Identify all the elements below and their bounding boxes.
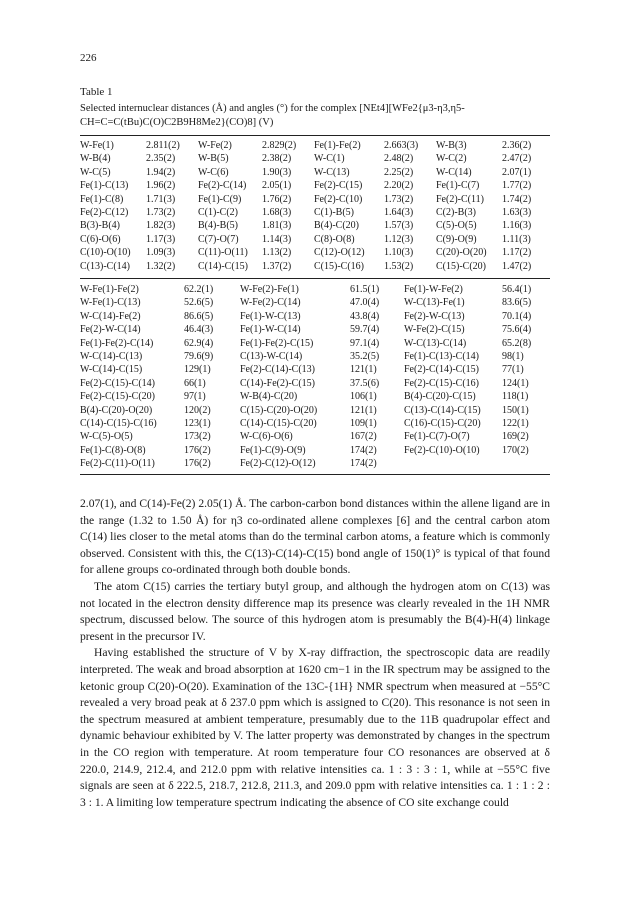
bond-value-cell: 52.6(5) [184, 297, 214, 309]
bond-label-cell: Fe(1)-W-Fe(2) [404, 284, 463, 295]
bond-value-cell: 109(1) [350, 418, 377, 430]
bond-value-cell: 2.20(2) [384, 180, 414, 192]
bond-value-cell: 75.6(4) [502, 324, 532, 336]
bond-label-cell: Fe(1)-Fe(2) [314, 140, 361, 151]
bond-label-cell: Fe(1)-C(9)-O(9) [240, 444, 306, 456]
bond-label-cell: C(6)-O(6) [80, 233, 121, 245]
bond-value-cell: 2.811(2) [146, 140, 180, 151]
bond-value-cell: 1.63(3) [502, 207, 532, 219]
bond-label-cell: Fe(2)-C(12) [80, 207, 129, 219]
distance-row [80, 233, 550, 246]
bond-value-cell: 1.96(2) [146, 180, 176, 192]
bond-label-cell: B(4)-C(20) [314, 220, 359, 232]
bond-value-cell: 1.94(2) [146, 166, 176, 178]
bond-value-cell: 43.8(4) [350, 310, 380, 322]
bond-value-cell: 174(2) [350, 458, 377, 470]
bond-label-cell: W-C(6)-O(6) [240, 431, 293, 443]
bond-value-cell: 1.73(2) [384, 193, 414, 205]
bond-label-cell: B(4)-C(20)-O(20) [80, 404, 153, 416]
bond-label-cell: C(12)-O(12) [314, 247, 365, 259]
bond-label-cell: Fe(2)-C(11) [436, 193, 484, 205]
bond-label-cell: B(4)-C(20)-C(15) [404, 391, 476, 403]
bond-value-cell: 1.32(2) [146, 260, 176, 272]
bond-value-cell: 1.81(3) [262, 220, 292, 232]
bond-label-cell: C(9)-O(9) [436, 233, 477, 245]
bond-label-cell: Fe(2)-C(10)-O(10) [404, 444, 480, 456]
bond-label-cell: W-C(13) [314, 166, 350, 178]
bond-label-cell: Fe(1)-Fe(2)-C(14) [80, 337, 154, 349]
bond-value-cell: 2.47(2) [502, 153, 532, 165]
angle-row [80, 390, 550, 403]
bond-value-cell: 66(1) [184, 377, 206, 389]
bond-label-cell: Fe(2)-C(15)-C(16) [404, 377, 479, 389]
angle-row [80, 363, 550, 376]
table-top-rule [80, 135, 550, 136]
bond-value-cell: 97(1) [184, 391, 206, 403]
bond-value-cell: 170(2) [502, 444, 529, 456]
angle-row [80, 377, 550, 390]
bond-value-cell: 1.82(3) [146, 220, 176, 232]
bond-label-cell: W-Fe(2)-Fe(1) [240, 284, 299, 295]
bond-label-cell: W-C(6) [198, 166, 229, 178]
bond-value-cell: 79.6(9) [184, 351, 214, 363]
bond-label-cell: C(1)-C(2) [198, 207, 238, 219]
bond-value-cell: 2.38(2) [262, 153, 292, 165]
bond-value-cell: 2.07(1) [502, 166, 532, 178]
bond-value-cell: 62.2(1) [184, 284, 214, 295]
bond-value-cell: 1.53(2) [384, 260, 414, 272]
bond-value-cell: 1.76(2) [262, 193, 292, 205]
bond-label-cell: W-Fe(2)-C(14) [240, 297, 301, 309]
bond-value-cell: 46.4(3) [184, 324, 214, 336]
bond-label-cell: W-C(14)-Fe(2) [80, 310, 141, 322]
bond-label-cell: Fe(2)-C(15) [314, 180, 363, 192]
bond-value-cell: 1.37(2) [262, 260, 292, 272]
bond-label-cell: W-C(14)-C(15) [80, 364, 143, 376]
bond-label-cell: W-B(4) [80, 153, 111, 165]
page-number: 226 [80, 52, 97, 64]
bond-value-cell: 1.12(3) [384, 233, 414, 245]
angle-row [80, 350, 550, 363]
angle-row [80, 337, 550, 350]
distance-row [80, 166, 550, 179]
bond-label-cell: W-C(14) [436, 166, 472, 178]
bond-value-cell: 59.7(4) [350, 324, 380, 336]
bond-label-cell: C(16)-C(15)-C(20) [404, 418, 481, 430]
bond-label-cell: Fe(2)-C(14)-C(13) [240, 364, 315, 376]
bond-label-cell: W-C(5) [80, 166, 111, 178]
distance-row [80, 152, 550, 165]
bond-value-cell: 2.36(2) [502, 140, 532, 151]
bond-label-cell: Fe(1)-W-C(14) [240, 324, 301, 336]
bond-value-cell: 56.4(1) [502, 284, 532, 295]
bond-value-cell: 122(1) [502, 418, 529, 430]
bond-value-cell: 98(1) [502, 351, 524, 363]
bond-label-cell: W-B(5) [198, 153, 229, 165]
bond-label-cell: C(10)-O(10) [80, 247, 131, 259]
bond-value-cell: 123(1) [184, 418, 211, 430]
bond-value-cell: 174(2) [350, 444, 377, 456]
bond-value-cell: 2.05(1) [262, 180, 292, 192]
bond-label-cell: C(13)-W-C(14) [240, 351, 303, 363]
bond-label-cell: Fe(2)-C(15)-C(20) [80, 391, 155, 403]
distance-row [80, 193, 550, 206]
bond-value-cell: 2.829(2) [262, 140, 297, 151]
distance-row [80, 246, 550, 259]
bond-label-cell: C(13)-C(14)-C(15) [404, 404, 481, 416]
bond-value-cell: 1.17(2) [502, 247, 532, 259]
bond-label-cell: W-Fe(1)-C(13) [80, 297, 141, 309]
angles-table [80, 283, 550, 471]
bond-value-cell: 2.35(2) [146, 153, 176, 165]
bond-value-cell: 47.0(4) [350, 297, 380, 309]
bond-label-cell: W-Fe(1) [80, 140, 114, 151]
bond-value-cell: 121(1) [350, 364, 377, 376]
bond-label-cell: Fe(2)-C(15)-C(14) [80, 377, 155, 389]
table-mid-rule [80, 278, 550, 279]
bond-value-cell: 70.1(4) [502, 310, 532, 322]
bond-label-cell: C(14)-C(15)-C(20) [240, 418, 317, 430]
body-text [80, 496, 550, 811]
bond-value-cell: 150(1) [502, 404, 529, 416]
angle-row [80, 296, 550, 309]
bond-label-cell: Fe(1)-C(8) [80, 193, 124, 205]
bond-label-cell: W-Fe(2) [198, 140, 232, 151]
bond-label-cell: C(14)-C(15) [198, 260, 248, 272]
bond-label-cell: C(14)-Fe(2)-C(15) [240, 377, 315, 389]
bond-label-cell: C(15)-C(16) [314, 260, 364, 272]
paragraph-3: Having established the structure of V by X-ray diffraction, the spectroscopic data are readily interpreted. The weak and broad absorption at 1620 cm−1 in the IR spectrum may be assigned to the ketonic group C(20)-O(20). Examination of the 13C-{1H} NMR spectrum when measured at −55°C revealed a very broad peak at δ 237.0 ppm which is assigned to C(20). This resonance is not seen in the spectrum measured at ambient temperature, presumably due to the 11B quadrupolar effect and dynamic behaviour exhibited by V. The latter property was demonstrated by changes in the spectrum in the CO region with temperature. At room temperature four CO resonances are observed at δ 220.0, 214.9, 212.4, and 212.0 ppm with relative intensities ca. 1 : 3 : 3 : 1, while at −55°C five signals are seen at δ 222.5, 218.7, 212.8, 211.3, and 209.0 ppm with relative intensities ca. 1 : 1 : 2 : 3 : 1. A limiting low temperature spectrum indicating the absence of CO site exchange could [80, 646, 550, 809]
bond-value-cell: 61.5(1) [350, 284, 380, 295]
angle-row [80, 457, 550, 470]
bond-value-cell: 118(1) [502, 391, 529, 403]
distance-row [80, 260, 550, 273]
distances-table [80, 139, 550, 273]
bond-value-cell: 86.6(5) [184, 310, 214, 322]
bond-value-cell [502, 457, 550, 470]
bond-label-cell: Fe(2)-C(11)-O(11) [80, 458, 155, 470]
bond-label-cell [404, 457, 502, 470]
bond-label-cell: W-C(14)-C(13) [80, 351, 143, 363]
bond-value-cell: 1.57(3) [384, 220, 414, 232]
bond-label-cell: W-Fe(2)-C(15) [404, 324, 465, 336]
bond-label-cell: Fe(1)-C(13)-C(14) [404, 351, 479, 363]
bond-label-cell: C(15)-C(20)-O(20) [240, 404, 318, 416]
bond-label-cell: C(20)-O(20) [436, 247, 487, 259]
bond-label-cell: W-C(1) [314, 153, 345, 165]
angle-row [80, 283, 550, 296]
bond-value-cell: 173(2) [184, 431, 211, 443]
bond-label-cell: C(2)-B(3) [436, 207, 476, 219]
bond-value-cell: 129(1) [184, 364, 211, 376]
table-caption-line-2: CH=C=C(tBu)C(O)C2B9H8Me2}(CO)8] (V) [80, 117, 274, 128]
bond-label-cell: Fe(2)-C(12)-O(12) [240, 458, 316, 470]
bond-value-cell: 124(1) [502, 377, 529, 389]
bond-label-cell: Fe(2)-W-C(13) [404, 310, 465, 322]
angle-row [80, 430, 550, 443]
table-caption-line-1: Selected internuclear distances (Å) and angles (°) for the complex [NEt4][WFe2{μ3-η3,η5- [80, 103, 465, 114]
bond-label-cell: W-B(3) [436, 140, 467, 151]
bond-value-cell: 1.09(3) [146, 247, 176, 259]
bond-label-cell: B(4)-B(5) [198, 220, 238, 232]
bond-value-cell: 77(1) [502, 364, 524, 376]
bond-label-cell: C(13)-C(14) [80, 260, 130, 272]
paragraph-1: 2.07(1), and C(14)-Fe(2) 2.05(1) Å. The carbon-carbon bond distances within the allene ligand are in the range (1.32 to 1.50 Å) for η3 co-ordinated allene complexes [6] and the central carbon atom C(14) lies closer to the metal atoms than do the terminal carbon atoms, a feature which is commonly observed. Consistent with this, the C(13)-C(14)-C(15) bond angle of 150(1)° is typical of that found for allene groups co-ordinated through both double bonds. [80, 497, 550, 577]
angle-row [80, 444, 550, 457]
bond-value-cell: 176(2) [184, 444, 211, 456]
bond-label-cell: Fe(1)-C(7)-O(7) [404, 431, 470, 443]
bond-value-cell: 2.25(2) [384, 166, 414, 178]
bond-label-cell: Fe(2)-W-C(14) [80, 324, 141, 336]
bond-value-cell: 2.663(3) [384, 140, 419, 151]
bond-value-cell: 62.9(4) [184, 337, 214, 349]
table-bottom-rule [80, 474, 550, 475]
bond-value-cell: 1.17(3) [146, 233, 176, 245]
bond-label-cell: Fe(1)-W-C(13) [240, 310, 301, 322]
bond-label-cell: W-C(5)-O(5) [80, 431, 133, 443]
bond-value-cell: 2.48(2) [384, 153, 414, 165]
bond-value-cell: 83.6(5) [502, 297, 532, 309]
bond-label-cell: Fe(2)-C(14) [198, 180, 247, 192]
bond-value-cell: 1.74(2) [502, 193, 532, 205]
bond-label-cell: W-C(13)-C(14) [404, 337, 467, 349]
bond-value-cell: 176(2) [184, 458, 211, 470]
bond-value-cell: 1.73(2) [146, 207, 176, 219]
bond-label-cell: C(5)-O(5) [436, 220, 477, 232]
bond-value-cell: 121(1) [350, 404, 377, 416]
bond-label-cell: W-C(13)-Fe(1) [404, 297, 465, 309]
bond-value-cell: 35.2(5) [350, 351, 380, 363]
paragraph-2: The atom C(15) carries the tertiary butyl group, and although the hydrogen atom on C(13) was not located in the electron density difference map its presence was clearly revealed in the 1H NMR spectrum, discussed below. The source of this hydrogen atom is presumably the B(4)-H(4) linkage present in the precursor IV. [80, 579, 550, 643]
angle-row [80, 417, 550, 430]
bond-value-cell: 1.16(3) [502, 220, 532, 232]
bond-label-cell: C(14)-C(15)-C(16) [80, 418, 157, 430]
bond-value-cell: 1.77(2) [502, 180, 532, 192]
bond-label-cell: Fe(2)-C(14)-C(15) [404, 364, 479, 376]
bond-value-cell: 1.64(3) [384, 207, 414, 219]
angle-row [80, 310, 550, 323]
bond-value-cell: 37.5(6) [350, 377, 380, 389]
angle-row [80, 404, 550, 417]
bond-label-cell: B(3)-B(4) [80, 220, 120, 232]
bond-label-cell: W-C(2) [436, 153, 467, 165]
bond-label-cell: C(7)-O(7) [198, 233, 239, 245]
bond-label-cell: Fe(1)-C(9) [198, 193, 242, 205]
bond-label-cell: Fe(1)-Fe(2)-C(15) [240, 337, 314, 349]
bond-value-cell: 120(2) [184, 404, 211, 416]
bond-label-cell: W-B(4)-C(20) [240, 391, 298, 403]
bond-value-cell: 167(2) [350, 431, 377, 443]
bond-label-cell: Fe(2)-C(10) [314, 193, 363, 205]
bond-value-cell: 1.11(3) [502, 233, 531, 245]
angle-row [80, 323, 550, 336]
bond-value-cell: 1.14(3) [262, 233, 292, 245]
distance-row [80, 206, 550, 219]
bond-value-cell: 1.68(3) [262, 207, 292, 219]
distance-row [80, 179, 550, 192]
bond-label-cell: C(8)-O(8) [314, 233, 355, 245]
table-label: Table 1 [80, 86, 113, 98]
bond-label-cell: W-Fe(1)-Fe(2) [80, 284, 139, 295]
bond-label-cell: C(11)-O(11) [198, 247, 248, 259]
bond-label-cell: C(1)-B(5) [314, 207, 354, 219]
distance-row [80, 219, 550, 232]
bond-value-cell: 1.47(2) [502, 260, 532, 272]
bond-value-cell: 1.90(3) [262, 166, 292, 178]
bond-value-cell: 106(1) [350, 391, 377, 403]
bond-label-cell: Fe(1)-C(13) [80, 180, 129, 192]
bond-value-cell: 1.10(3) [384, 247, 414, 259]
bond-label-cell: Fe(1)-C(7) [436, 180, 480, 192]
bond-value-cell: 1.13(2) [262, 247, 292, 259]
distance-row [80, 139, 550, 152]
table-caption [80, 102, 550, 130]
bond-value-cell: 169(2) [502, 431, 529, 443]
bond-value-cell: 1.71(3) [146, 193, 176, 205]
bond-label-cell: C(15)-C(20) [436, 260, 486, 272]
bond-value-cell: 97.1(4) [350, 337, 380, 349]
bond-value-cell: 65.2(8) [502, 337, 532, 349]
bond-label-cell: Fe(1)-C(8)-O(8) [80, 444, 146, 456]
